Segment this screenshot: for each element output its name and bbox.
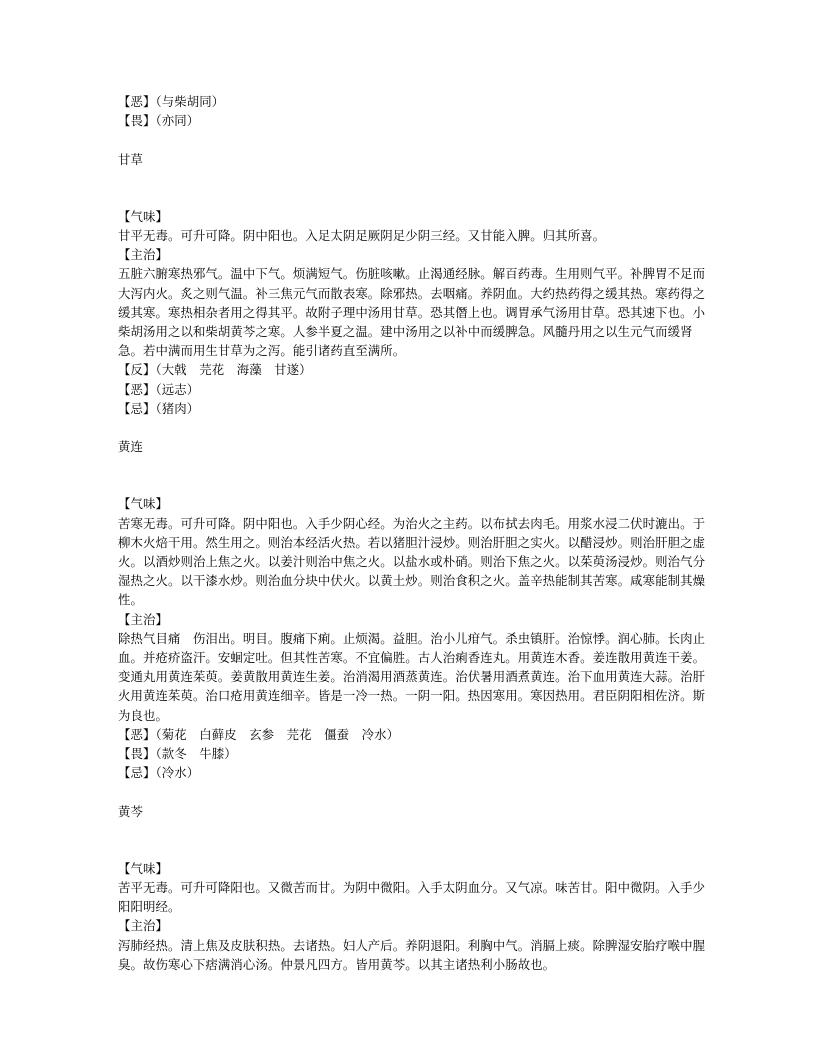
- text-paragraph: 【恶】（远志）: [118, 381, 200, 397]
- text-paragraph: 【反】（大戟 芫花 海藻 甘遂）: [118, 362, 312, 378]
- text-paragraph: 除热气目痛 伤泪出。明目。腹痛下痢。止烦渴。益胆。治小儿疳气。杀虫镇肝。治惊悸。润心肺。长肉止血。并疮疥盗汗。安蛔定吐。但其性苦寒。不宜偏胜。古人治痢香连丸。用黄连木香。姜连散用黄连干姜。变通丸用黄连茱萸。姜黄散用黄连生姜。治消渴用酒蒸黄连。治伏暑用酒煮黄连。治下血用黄连大蒜。治肝火用黄连茱萸。治口疮用黄连细辛。皆是一冷一热。一阴一阳。热因寒用。寒因热用。君臣阴阳相佐济。斯为良也。: [118, 630, 706, 723]
- paragraph-spacer: [118, 782, 708, 801]
- text-paragraph: 苦寒无毒。可升可降。阴中阳也。入手少阴心经。为治火之主药。以布拭去肉毛。用浆水浸二伏时漉出。于柳木火焙干用。然生用之。则治本经活火热。若以猪胆汁浸炒。则治肝胆之实火。以醋浸炒。则治肝胆之虚火。以酒炒则治上焦之火。以姜汁则治中焦之火。以盐水或朴硝。则治下焦之火。以茱萸汤浸炒。则治气分湿热之火。以干漆水炒。则治血分块中伏火。以黄土炒。则治食积之火。盖辛热能制其苦寒。咸寒能制其燥性。: [118, 515, 706, 608]
- text-paragraph: 【主治】: [118, 247, 168, 263]
- text-paragraph: 五脏六腑寒热邪气。温中下气。烦满短气。伤脏咳嗽。止渴通经脉。解百药毒。生用则气平。补脾胃不足而大泻内火。炙之则气温。补三焦元气而散表寒。除邪热。去咽痛。养阴血。大约热药得之缓其热。寒药得之缓其寒。寒热相杂者用之得其平。故附子理中汤用甘草。恐其僭上也。调胃承气汤用甘草。恐其速下也。小柴胡汤用之以和柴胡黄芩之寒。人参半夏之温。建中汤用之以补中而缓脾急。风髓丹用之以生元气而缓肾急。若中满而用生甘草为之泻。能引诸药直至满所。: [118, 266, 706, 359]
- text-paragraph: 甘平无毒。可升可降。阴中阳也。入足太阴足厥阴足少阴三经。又甘能入脾。归其所喜。: [118, 228, 606, 243]
- text-paragraph: 【畏】（款冬 牛膝）: [118, 746, 237, 762]
- text-paragraph: 【忌】（猪肉）: [118, 400, 200, 416]
- paragraph-spacer: [118, 130, 708, 149]
- herb-heading: 黄芩: [118, 803, 143, 819]
- text-paragraph: 【气味】: [118, 496, 168, 512]
- text-paragraph: 【恶】（与柴胡同）: [118, 94, 225, 109]
- section-spacer: [118, 169, 708, 207]
- section-spacer: [118, 821, 708, 859]
- text-paragraph: 苦平无毒。可升可降阳也。又微苦而甘。为阴中微阳。入手太阴血分。又气凉。味苦甘。阳中微阴。入手少阳阳明经。: [118, 880, 706, 915]
- text-paragraph: 【恶】（菊花 白藓皮 玄参 芫花 僵蚕 冷水）: [118, 726, 400, 742]
- text-paragraph: 泻肺经热。清上焦及皮肤积热。去诸热。妇人产后。养阴退阳。利胸中气。消膈上痰。除脾湿安胎疗喉中腥臭。故伤寒心下痞满消心汤。仲景凡四方。皆用黄芩。以其主诸热利小肠故也。: [118, 937, 706, 972]
- paragraph-spacer: [118, 418, 708, 437]
- section-spacer: [118, 456, 708, 494]
- text-paragraph: 【主治】: [118, 918, 168, 934]
- text-paragraph: 【气味】: [118, 860, 168, 876]
- text-paragraph: 【主治】: [118, 611, 168, 627]
- herb-heading: 甘草: [118, 151, 143, 167]
- text-paragraph: 【气味】: [118, 208, 168, 224]
- herb-heading: 黄连: [118, 439, 143, 455]
- text-paragraph: 【忌】（冷水）: [118, 765, 200, 781]
- text-paragraph: 【畏】（亦同）: [118, 113, 200, 129]
- document-body: [118, 92, 708, 974]
